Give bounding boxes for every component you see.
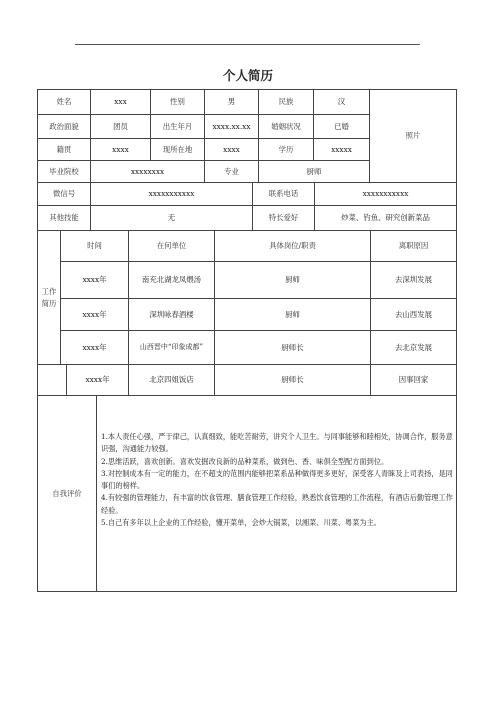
marital-label: 婚姻状况	[271, 121, 301, 131]
self-eval-line: 5.自己有多年以上企业的工作经验，懂开菜单，会炒大锅菜，以湘菜、川菜、粤菜为主。	[101, 518, 381, 528]
education-label: 学历	[278, 144, 294, 154]
work-row-position: 厨师	[285, 309, 300, 319]
birth-label: 出生年月	[162, 121, 193, 131]
native-value: xxxx	[112, 144, 129, 154]
work-header-time: 时间	[87, 241, 102, 251]
location-label: 现所在地	[162, 144, 193, 154]
hobby-label: 特长爱好	[268, 213, 299, 223]
phone-label: 联系电话	[268, 189, 299, 199]
work-section-label	[38, 231, 60, 364]
work-section-label-text: 工作简历	[41, 286, 57, 308]
location-value: xxxx	[223, 144, 240, 154]
wechat-label: 微信号	[52, 189, 76, 199]
school-value: xxxxxxxx	[130, 166, 165, 176]
self-eval-line: 3.对控制成本有一定的能力，在不超支的范围内能够把菜系品种做得更多更好，深受客人青睐及上司表扬，是同事们的榜样。	[101, 468, 453, 491]
major-label: 专业	[224, 166, 239, 176]
political-value: 团员	[113, 121, 128, 131]
work-row-reason: 因事回家	[398, 375, 429, 385]
skills-label: 其他技能	[49, 213, 79, 223]
self-eval-text	[101, 431, 459, 529]
education-value: xxxxx	[331, 144, 352, 154]
work-row-position: 厨师长	[281, 342, 304, 352]
row-line	[37, 395, 457, 396]
skills-value: 无	[167, 213, 176, 223]
table-border-bottom	[37, 591, 457, 592]
work-row-company: 山西晋中“印象成都”	[139, 343, 204, 352]
wechat-value: xxxxxxxxxxx	[148, 189, 195, 199]
self-eval-line: 4.有较强的管理能力，有丰富的饮食管理、膳食管理工作经验，熟悉饮食管理的工作流程，有酒店后勤管理工作经验。	[101, 493, 453, 515]
work-header-position: 具体岗位/职责	[269, 241, 316, 251]
page-title: 个人简历	[222, 68, 273, 83]
work-row-time: xxxx年	[82, 275, 107, 285]
ethnicity-label: 民族	[278, 97, 294, 107]
work-row-reason: 去山西发展	[395, 309, 432, 319]
work-row-time: xxxx年	[82, 342, 107, 352]
work-row-reason: 去北京发展	[395, 342, 432, 352]
work-row-time: xxxx年	[82, 309, 107, 319]
gender-label: 性别	[170, 97, 185, 107]
work-row-reason: 去深圳发展	[395, 275, 432, 285]
name-value: xxx	[114, 97, 127, 107]
gender-value: 男	[227, 97, 236, 107]
work-row-company: 深圳咏春酒楼	[149, 309, 194, 319]
work-row-company: 北京四姐饭店	[149, 375, 194, 385]
native-label: 籍贯	[56, 144, 72, 154]
phone-value: xxxxxxxxxxx	[362, 189, 409, 199]
work-header-company: 在何单位	[156, 241, 187, 251]
marital-value: 已婚	[334, 121, 349, 131]
work-row-position: 厨师长	[281, 375, 304, 385]
school-label: 毕业院校	[49, 166, 79, 176]
self-eval-label: 自我评价	[52, 488, 82, 498]
ethnicity-value: 汉	[337, 97, 346, 107]
work-row-time: xxxx年	[85, 375, 110, 385]
work-row-position: 厨师	[285, 275, 300, 285]
birth-value: xxxx.xx.xx	[212, 121, 251, 131]
col-line	[96, 395, 97, 591]
self-eval-line: 2.思维活跃，喜欢创新。喜欢发掘改良新的品种菜系，做到色、香、味俱全型配方面到位。	[101, 456, 389, 466]
name-label: 姓名	[56, 97, 72, 107]
political-label: 政治面貌	[49, 121, 79, 131]
work-row-company: 南充北湖龙凤煨汤	[141, 275, 202, 285]
work-header-reason: 离职原因	[398, 241, 429, 251]
hobby-value: 炒菜、钓鱼、研究创新菜品	[341, 213, 430, 223]
self-eval-line: 1.本人责任心强，严于律己，认真细致，能吃苦耐劳，讲究个人卫生。与同事能够和睦相处，协调合作，服务意识强，沟通能力较强。	[101, 432, 453, 454]
photo-placeholder: 照片	[405, 131, 421, 141]
major-value: 厨师	[306, 166, 322, 176]
